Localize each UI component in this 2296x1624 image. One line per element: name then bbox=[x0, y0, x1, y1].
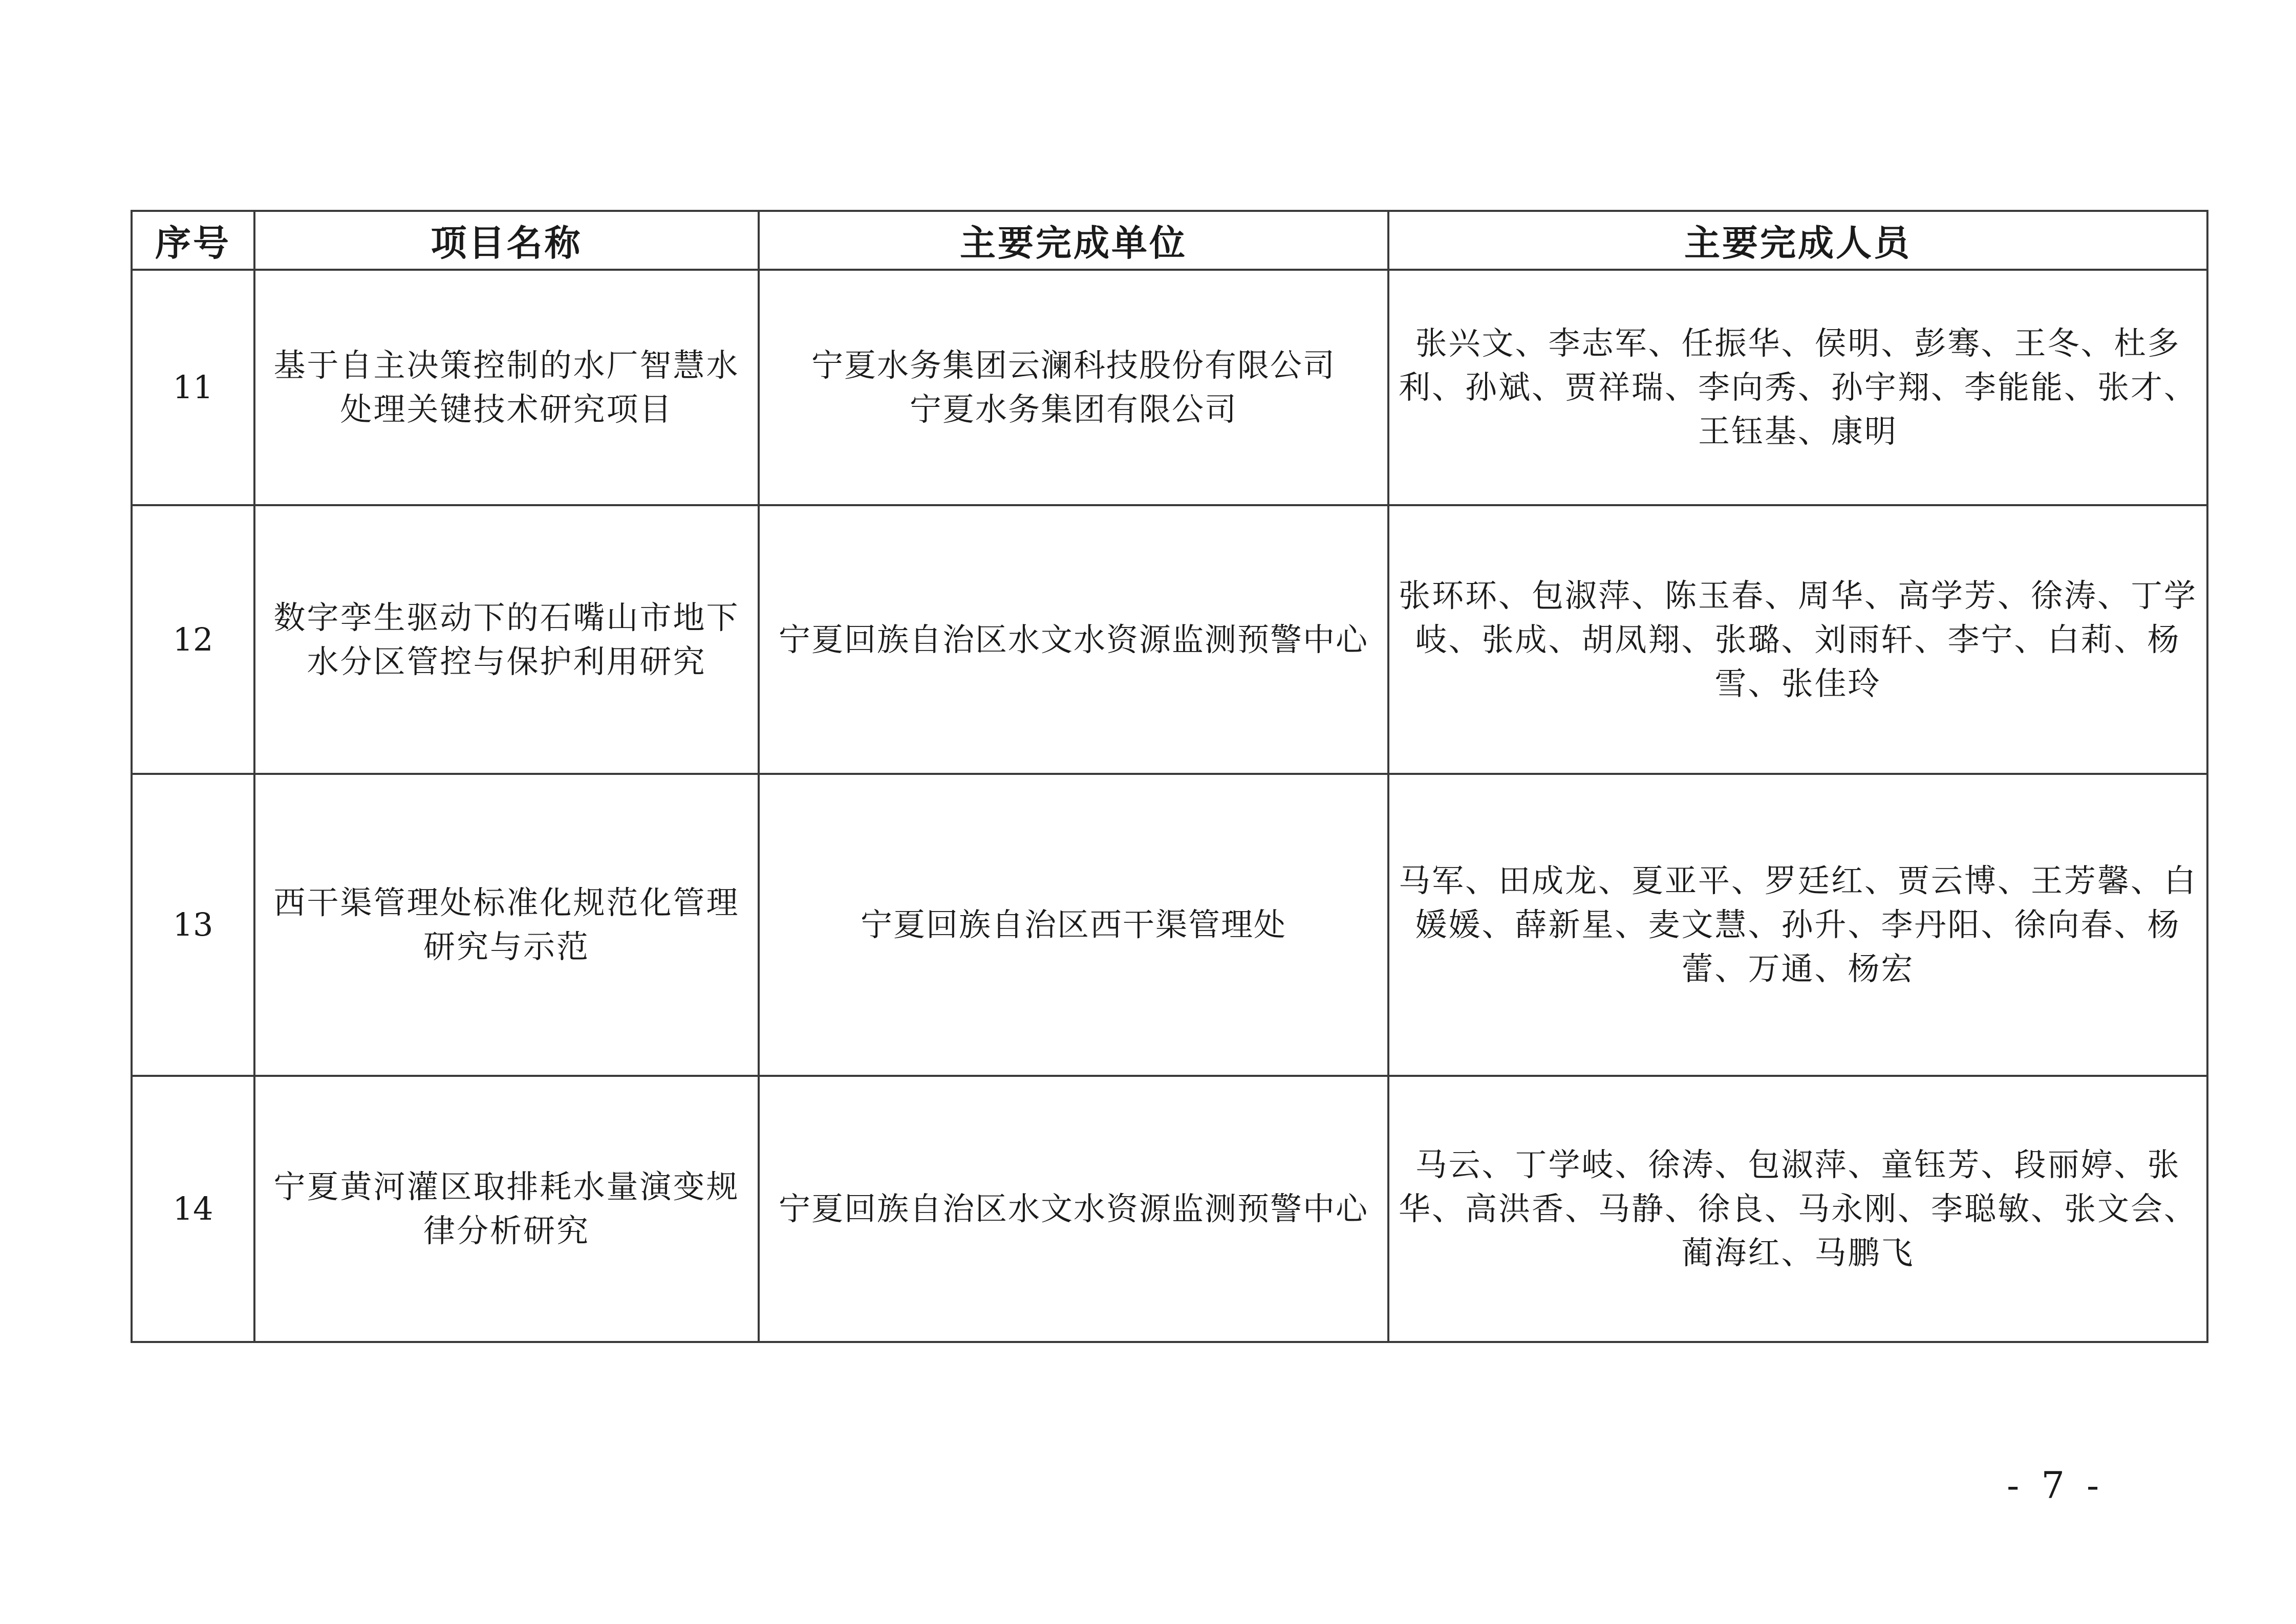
completing-unit bbox=[759, 774, 1388, 1076]
page-number: - 7 - bbox=[2007, 1464, 2105, 1507]
completing-people: 张兴文、李志军、任振华、侯明、彭骞、王冬、杜多利、孙斌、贾祥瑞、李向秀、孙宇翔、李能能、张才、王钰基、康明 bbox=[1388, 270, 2207, 505]
serial-number: 14 bbox=[132, 1076, 254, 1342]
serial-number: 13 bbox=[132, 774, 254, 1076]
project-name: 宁夏黄河灌区取排耗水量演变规律分析研究 bbox=[254, 1076, 759, 1342]
unit-line: 宁夏回族自治区水文水资源监测预警中心 bbox=[778, 620, 1368, 658]
awards-table bbox=[131, 210, 2208, 1343]
completing-people: 张环环、包淑萍、陈玉春、周华、高学芳、徐涛、丁学岐、张成、胡凤翔、张璐、刘雨轩、李宁、白莉、杨雪、张佳玲 bbox=[1388, 505, 2207, 774]
completing-people: 马云、丁学岐、徐涛、包淑萍、童钰芳、段丽婷、张华、高洪香、马静、徐良、马永刚、李聪敏、张文会、蔺海红、马鹏飞 bbox=[1388, 1076, 2207, 1342]
serial-number: 11 bbox=[132, 270, 254, 505]
header-completing-unit: 主要完成单位 bbox=[759, 211, 1388, 270]
table-row bbox=[132, 505, 2207, 774]
serial-number: 12 bbox=[132, 505, 254, 774]
completing-unit bbox=[759, 505, 1388, 774]
project-name: 基于自主决策控制的水厂智慧水处理关键技术研究项目 bbox=[254, 270, 759, 505]
header-serial-number: 序号 bbox=[132, 211, 254, 270]
completing-unit bbox=[759, 270, 1388, 505]
header-project-name: 项目名称 bbox=[254, 211, 759, 270]
table-row bbox=[132, 774, 2207, 1076]
header-completing-people: 主要完成人员 bbox=[1388, 211, 2207, 270]
unit-line: 宁夏水务集团有限公司 bbox=[909, 391, 1237, 428]
unit-line: 宁夏回族自治区西干渠管理处 bbox=[860, 906, 1286, 943]
unit-line: 宁夏回族自治区水文水资源监测预警中心 bbox=[778, 1190, 1368, 1227]
table-row bbox=[132, 270, 2207, 505]
table-row bbox=[132, 1076, 2207, 1342]
completing-unit bbox=[759, 1076, 1388, 1342]
unit-line: 宁夏水务集团云澜科技股份有限公司 bbox=[811, 347, 1336, 384]
completing-people: 马军、田成龙、夏亚平、罗廷红、贾云博、王芳馨、白媛媛、薛新星、麦文慧、孙升、李丹阳、徐向春、杨蕾、万通、杨宏 bbox=[1388, 774, 2207, 1076]
project-name: 数字孪生驱动下的石嘴山市地下水分区管控与保护利用研究 bbox=[254, 505, 759, 774]
project-name: 西干渠管理处标准化规范化管理研究与示范 bbox=[254, 774, 759, 1076]
header-row bbox=[132, 211, 2207, 270]
